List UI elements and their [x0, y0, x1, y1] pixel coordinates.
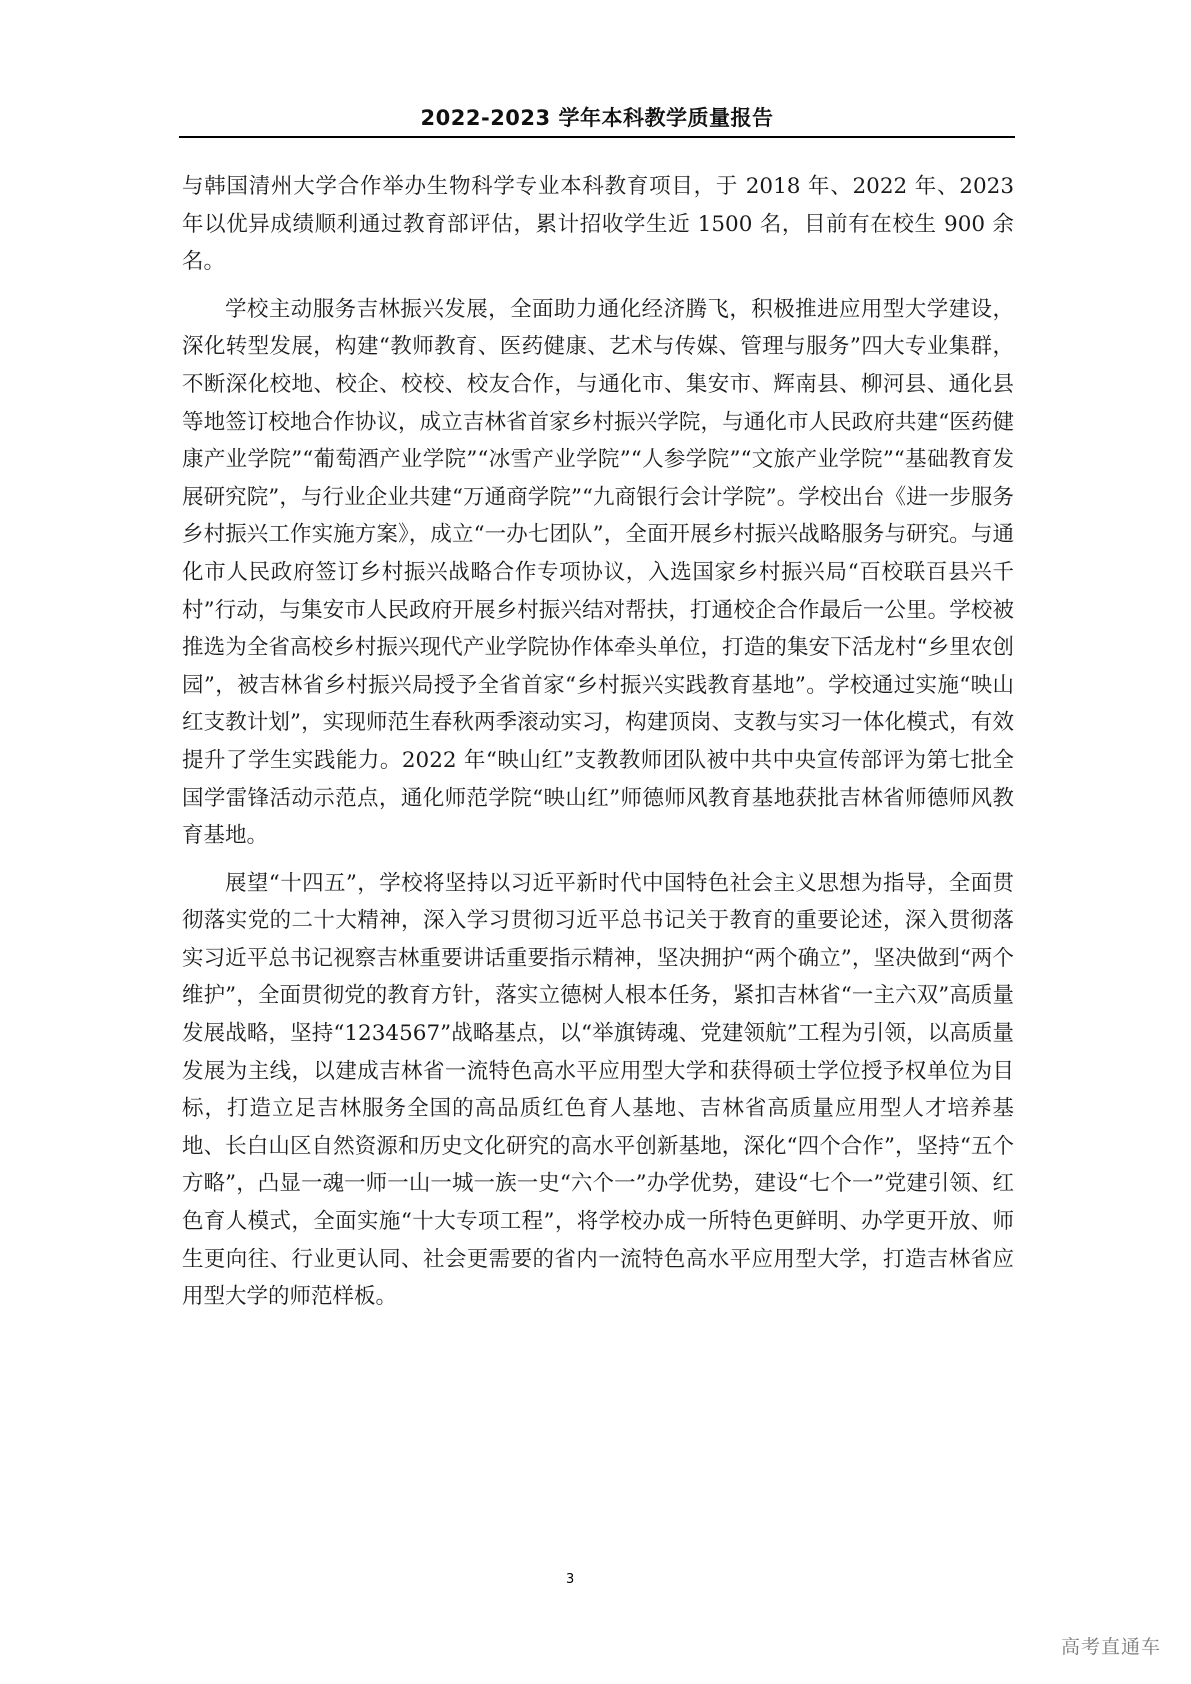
document-body — [182, 168, 1014, 1326]
page-header-title: 2022-2023 学年本科教学质量报告 — [420, 106, 774, 130]
paragraph-2-service-jilin: 学校主动服务吉林振兴发展，全面助力通化经济腾飞，积极推进应用型大学建设，深化转型发展，构建“教师教育、医药健康、艺术与传媒、管理与服务”四大专业集群，不断深化校地、校企、校校、校友合作，与通化市、集安市、辉南县、柳河县、通化县等地签订校地合作协议，成立吉林省首家乡村振兴学院，与通化市人民政府共建“医药健康产业学院”“葡萄酒产业学院”“冰雪产业学院”“人参学院”“文旅产业学院”“基础教育发展研究院”，与行业企业共建“万通商学院”“九商银行会计学院”。学校出台《进一步服务乡村振兴工作实施方案》，成立“一办七团队”，全面开展乡村振兴战略服务与研究。与通化市人民政府签订乡村振兴战略合作专项协议，入选国家乡村振兴局“百校联百县兴千村”行动，与集安市人民政府开展乡村振兴结对帮扶，打通校企合作最后一公里。学校被推选为全省高校乡村振兴现代产业学院协作体牵头单位，打造的集安下活龙村“乡里农创园”，被吉林省乡村振兴局授予全省首家“乡村振兴实践教育基地”。学校通过实施“映山红支教计划”，实现师范生春秋两季滚动实习，构建顶岗、支教与实习一体化模式，有效提升了学生实践能力。2022 年“映山红”支教教师团队被中共中央宣传部评为第七批全国学雷锋活动示范点，通化师范学院“映山红”师德师风教育基地获批吉林省师德师风教育基地。 — [182, 296, 1014, 849]
watermark-text: 高考直通车 — [1060, 1636, 1161, 1658]
paragraph-3-outlook: 展望“十四五”，学校将坚持以习近平新时代中国特色社会主义思想为指导，全面贯彻落实党的二十大精神，深入学习贯彻习近平总书记关于教育的重要论述，深入贯彻落实习近平总书记视察吉林重要讲话重要指示精神，坚决拥护“两个确立”，坚决做到“两个维护”，全面贯彻党的教育方针，落实立德树人根本任务，紧扣吉林省“一主六双”高质量发展战略，坚持“1234567”战略基点，以“举旗铸魂、党建领航”工程为引领，以高质量发展为主线，以建成吉林省一流特色高水平应用型大学和获得硕士学位授予权单位为目标，打造立足吉林服务全国的高品质红色育人基地、吉林省高质量应用型人才培养基地、长白山区自然资源和历史文化研究的高水平创新基地，深化“四个合作”，坚持“五个方略”，凸显一魂一师一山一城一族一史“六个一”办学优势，建设“七个一”党建引领、红色育人模式，全面实施“十大专项工程”，将学校办成一所特色更鲜明、办学更开放、师生更向往、行业更认同、社会更需要的省内一流特色高水平应用型大学，打造吉林省应用型大学的师范样板。 — [182, 870, 1014, 1310]
paragraph-1-continuation: 与韩国清州大学合作举办生物科学专业本科教育项目，于 2018 年、2022 年、2023 年以优异成绩顺利通过教育部评估，累计招收学生近 1500 名，目前有在校生 900 余名。 — [182, 174, 1014, 275]
page-number-text: 3 — [566, 1572, 575, 1587]
header-divider — [179, 136, 1015, 138]
